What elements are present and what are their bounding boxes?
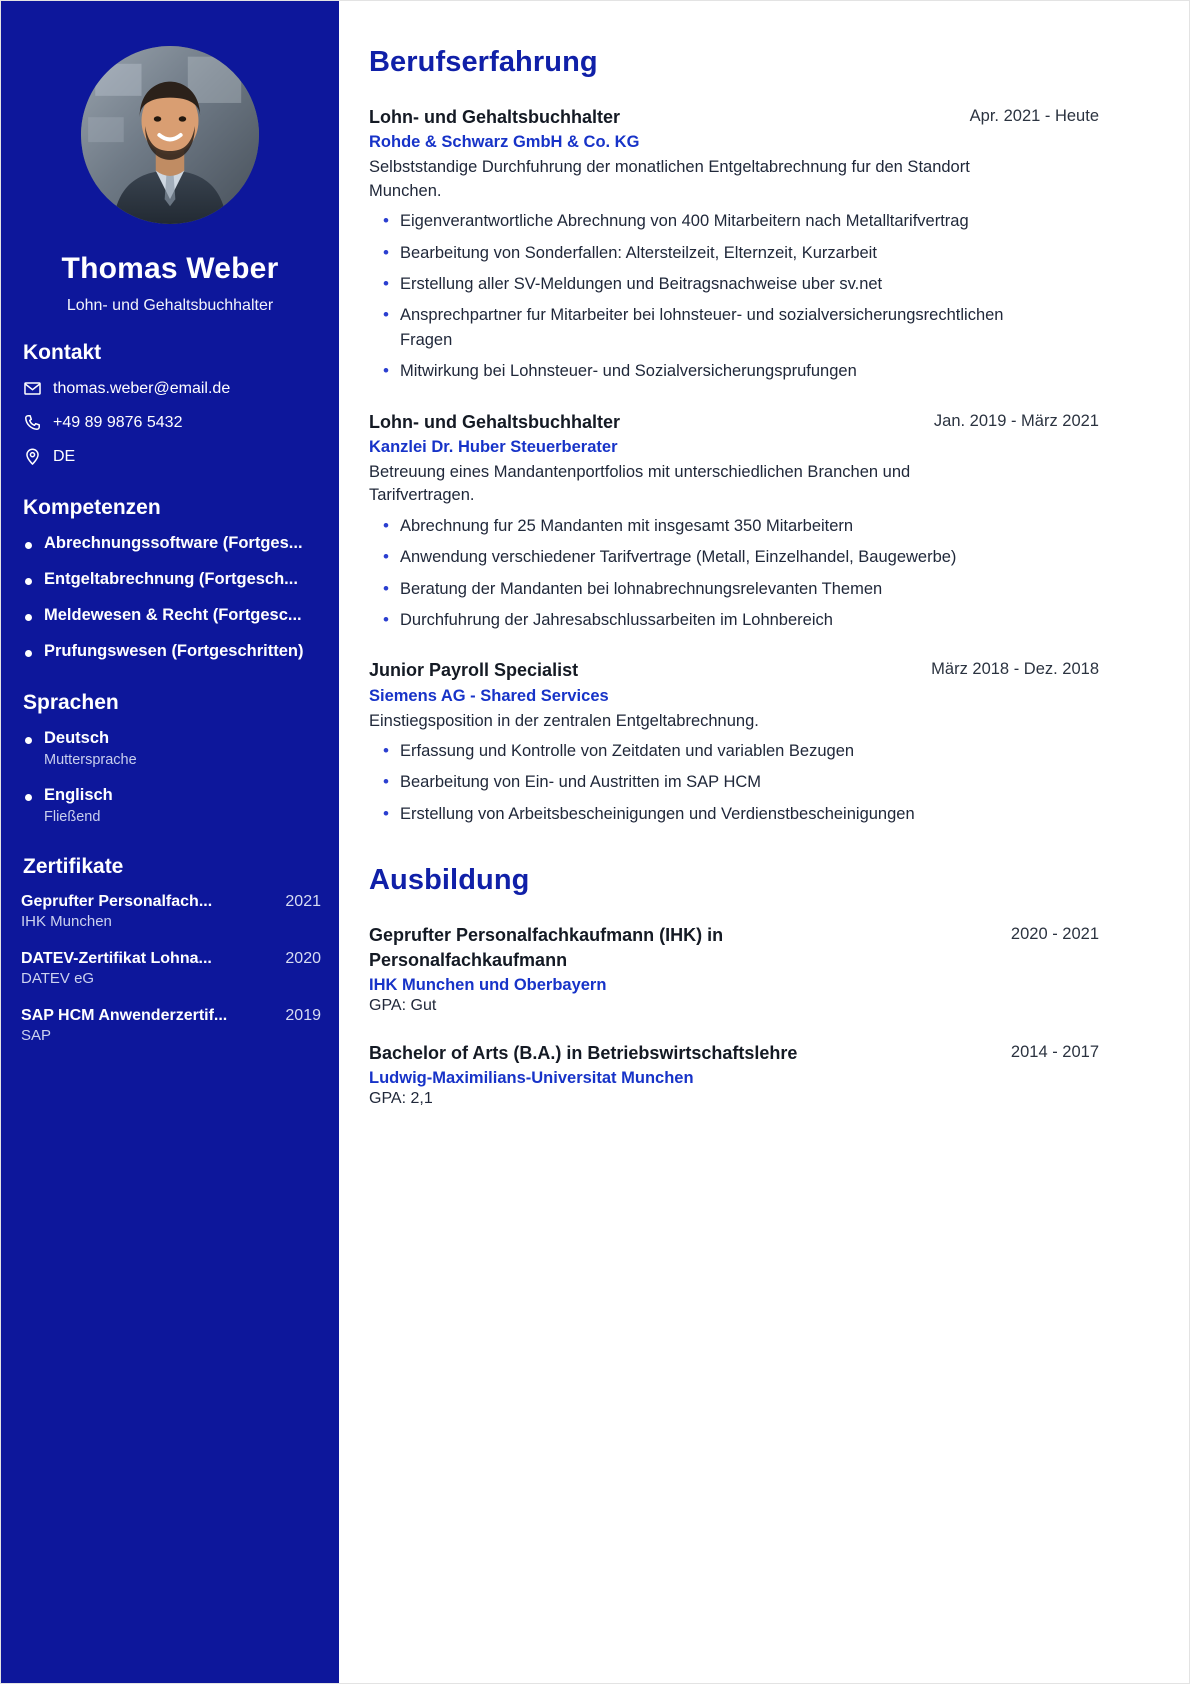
education-organization: Ludwig-Maximilians-Universitat Munchen: [369, 1069, 694, 1088]
experience-organization: Siemens AG - Shared Services: [369, 686, 609, 705]
experience-entry: [369, 410, 1099, 633]
experience-description: Betreuung eines Mandantenportfolios mit unterschiedlichen Branchen und Tarifvertragen.: [369, 462, 911, 505]
certificate-top-row: [21, 950, 321, 968]
experience-bullet-list: [369, 209, 1099, 383]
experience-description: Einstiegsposition in der zentralen Entgeltabrechnung.: [369, 711, 759, 730]
certificate-item: [19, 950, 321, 987]
experience-bullet: • Ansprechpartner fur Mitarbeiter bei lohnsteuer- und sozialversicherungsrechtlichen Fragen: [369, 303, 1060, 352]
skill-label: Prufungswesen (Fortgeschritten): [44, 642, 304, 660]
experience-title: Junior Payroll Specialist: [369, 660, 579, 681]
envelope-icon: [23, 379, 42, 398]
certificate-year: 2019: [285, 1007, 321, 1024]
language-level: Fließend: [44, 809, 101, 825]
experience-bullet: • Erfassung und Kontrolle von Zeitdaten und variablen Bezugen: [369, 739, 1060, 763]
certificate-item: [19, 893, 321, 930]
skill-item: [19, 570, 321, 589]
education-entry-head: [369, 923, 1099, 972]
education-entry-head: [369, 1041, 1099, 1065]
skill-item: [19, 606, 321, 625]
language-name-row: [25, 786, 321, 805]
experience-organization: Kanzlei Dr. Huber Steuerberater: [369, 437, 618, 456]
education-gpa: GPA: 2,1: [369, 1090, 433, 1108]
experience-section-heading: Berufserfahrung: [369, 46, 598, 78]
certificates-heading: Zertifikate: [23, 855, 124, 878]
education-title: Geprufter Personalfachkaufmann (IHK) in Personalfachkaufmann: [369, 925, 724, 970]
bullet-dot-icon: [25, 614, 32, 621]
avatar-wrapper: [19, 1, 321, 224]
certificate-item: [19, 1007, 321, 1044]
bullet-dot-icon: [25, 794, 32, 801]
education-section-heading: Ausbildung: [369, 864, 530, 897]
education-organization: IHK Munchen und Oberbayern: [369, 975, 607, 994]
experience-bullet-list: [369, 739, 1099, 826]
sidebar: [1, 1, 339, 1683]
experience-date: März 2018 - Dez. 2018: [931, 660, 1099, 679]
experience-date: Jan. 2019 - März 2021: [933, 411, 1099, 430]
experience-bullet: • Bearbeitung von Ein- und Austritten im SAP HCM: [369, 770, 1060, 794]
experience-entry-head: [369, 658, 1099, 682]
experience-date: Apr. 2021 - Heute: [969, 107, 1099, 125]
experience-bullet-list: [369, 514, 1099, 633]
contact-location[interactable]: [19, 447, 321, 466]
certificate-name: Geprufter Personalfach...: [21, 893, 213, 910]
avatar-photo-icon: [81, 46, 259, 224]
person-name: Thomas Weber: [61, 252, 279, 285]
experience-title: Lohn- und Gehaltsbuchhalter: [369, 107, 620, 127]
language-item: [19, 786, 321, 825]
languages-heading: Sprachen: [23, 691, 119, 714]
person-role: Lohn- und Gehaltsbuchhalter: [66, 297, 274, 314]
experience-entry-head: [369, 410, 1099, 434]
contact-phone[interactable]: [19, 413, 321, 432]
language-name-row: [25, 729, 321, 748]
experience-bullet: • Beratung der Mandanten bei lohnabrechnungsrelevanten Themen: [369, 577, 1060, 601]
experience-entry-head: [369, 105, 1099, 129]
main-content: [339, 1, 1189, 1683]
certificate-issuer: SAP: [21, 1027, 52, 1044]
location-pin-icon: [23, 447, 42, 466]
contact-email[interactable]: [19, 379, 321, 398]
skill-item: [19, 642, 321, 661]
avatar: [81, 46, 259, 224]
contact-email-value: thomas.weber@email.de: [53, 379, 231, 397]
experience-organization: Rohde & Schwarz GmbH & Co. KG: [369, 133, 640, 152]
contact-heading: Kontakt: [23, 341, 102, 364]
experience-bullet: • Erstellung von Arbeitsbescheinigungen und Verdienstbescheinigungen: [369, 802, 1060, 826]
experience-bullet: • Abrechnung fur 25 Mandanten mit insgesamt 350 Mitarbeitern: [369, 514, 1060, 538]
experience-bullet: • Eigenverantwortliche Abrechnung von 400 Mitarbeitern nach Metalltarifvertrag: [369, 209, 1060, 233]
experience-entry: [369, 105, 1099, 384]
bullet-dot-icon: [25, 737, 32, 744]
phone-icon: [23, 413, 42, 432]
certificate-name: DATEV-Zertifikat Lohna...: [21, 950, 212, 967]
experience-bullet: • Bearbeitung von Sonderfallen: Altersteilzeit, Elternzeit, Kurzarbeit: [369, 241, 1060, 265]
experience-bullet: • Mitwirkung bei Lohnsteuer- und Sozialversicherungsprufungen: [369, 359, 1060, 383]
bullet-dot-icon: [25, 650, 32, 657]
certificate-issuer: DATEV eG: [21, 970, 95, 987]
contact-location-value: DE: [53, 447, 76, 465]
certificate-top-row: [21, 1007, 321, 1025]
contact-phone-value: +49 89 9876 5432: [53, 413, 183, 431]
education-entry: [369, 923, 1099, 1015]
skill-label: Meldewesen & Recht (Fortgesc...: [44, 606, 302, 624]
skill-label: Abrechnungssoftware (Fortges...: [44, 534, 303, 552]
education-date: 2020 - 2021: [1010, 925, 1099, 944]
bullet-dot-icon: [25, 542, 32, 549]
experience-entry: [369, 658, 1099, 826]
language-name: Deutsch: [44, 729, 110, 747]
experience-title: Lohn- und Gehaltsbuchhalter: [369, 411, 620, 432]
experience-bullet: • Anwendung verschiedener Tarifvertrage (Metall, Einzelhandel, Baugewerbe): [369, 545, 1060, 569]
experience-bullet: • Erstellung aller SV-Meldungen und Beitragsnachweise uber sv.net: [369, 272, 1060, 296]
education-entry: [369, 1041, 1099, 1108]
education-date: 2014 - 2017: [1010, 1042, 1099, 1061]
language-item: [19, 729, 321, 768]
skills-heading: Kompetenzen: [23, 496, 161, 519]
bullet-dot-icon: [25, 578, 32, 585]
certificate-year: 2021: [285, 893, 321, 910]
language-name: Englisch: [44, 786, 113, 804]
certificate-top-row: [21, 893, 321, 911]
skill-label: Entgeltabrechnung (Fortgesch...: [44, 570, 298, 588]
experience-description: Selbststandige Durchfuhrung der monatlichen Entgeltabrechnung fur den Standort Munchen.: [369, 158, 970, 200]
certificate-issuer: IHK Munchen: [21, 913, 112, 930]
certificate-name: SAP HCM Anwenderzertif...: [21, 1007, 228, 1024]
language-level: Muttersprache: [44, 752, 137, 768]
education-title: Bachelor of Arts (B.A.) in Betriebswirtschaftslehre: [369, 1042, 798, 1063]
skill-item: [19, 534, 321, 553]
experience-bullet: • Durchfuhrung der Jahresabschlussarbeiten im Lohnbereich: [369, 608, 1060, 632]
certificate-year: 2020: [285, 950, 321, 967]
education-gpa: GPA: Gut: [369, 996, 437, 1014]
